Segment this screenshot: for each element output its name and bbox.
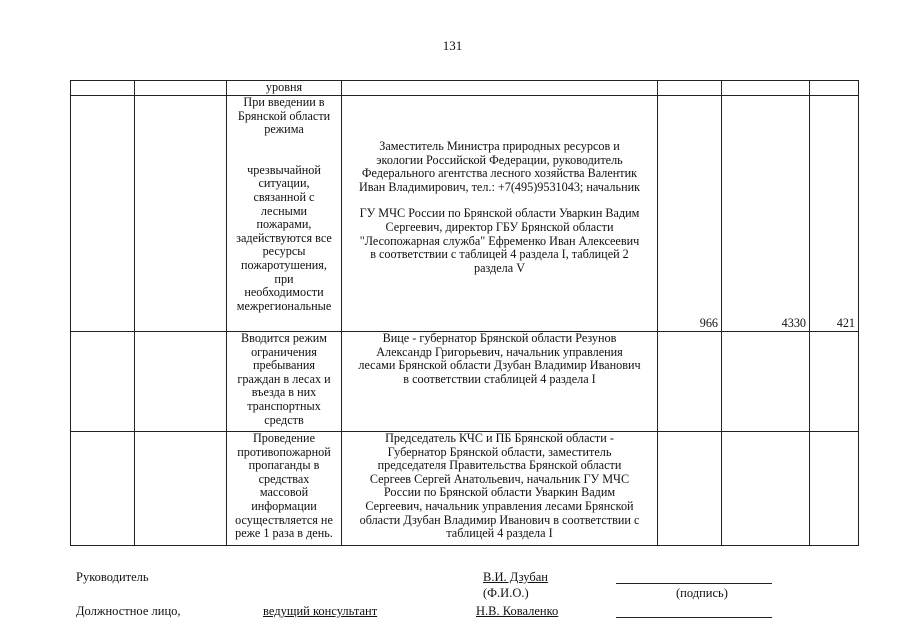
responsible-line: лесами Брянской области Дзубан Владимир Иванович [358,358,641,373]
responsible-line: Иван Владимирович, тел.: +7(495)9531043; начальник [358,179,641,194]
measure-line: пребывания [252,358,316,373]
cell-value-1 [658,432,722,546]
cell-number [71,81,135,96]
cell-subject [135,96,227,332]
table-row [71,81,859,96]
cell-value-1 [658,332,722,432]
cell-measure [227,81,342,96]
cell-value-1: 966 [658,96,722,332]
responsible-line: Федерального агентства лесного хозяйства Валентик [361,166,638,181]
official-position: ведущий консультант [263,604,378,618]
head-signature-line [616,583,772,584]
measure-line: противопожарной [237,444,331,459]
fire-measures-table [70,80,859,546]
cell-measure [227,432,342,546]
measure-line: массовой [259,485,309,500]
measure-line: режима [264,122,304,137]
responsible-line: "Лесопожарная служба" Ефременко Иван Алексеевич [359,233,640,248]
cell-responsible [342,432,658,546]
responsible-line: области Дзубан Владимир Иванович в соответствии с [359,512,640,527]
cell-value-2 [722,432,810,546]
responsible-line: в соответствии с таблицей 4 раздела I, таблицей 2 [370,247,629,262]
responsible-line: Сергеевич, директор ГБУ Брянской области [385,219,614,234]
responsible-line: Вице - губернатор Брянской области Резунов [382,331,617,345]
official-label: Должностное лицо, [76,604,181,618]
responsible-line: Сергеев Сергей Анатольевич, начальник ГУ МЧС [369,471,630,486]
measure-line: задействуются все [236,230,332,245]
cell-measure [227,332,342,432]
measure-line: ресурсы [262,244,306,259]
responsible-line: председателя Правительства Брянской области [377,458,622,473]
cell-responsible [342,81,658,96]
responsible-line: Александр Григорьевич, начальник управления [376,344,623,359]
responsible-line: экологии Российской Федерации, руководитель [376,152,623,167]
measure-line: необходимости [244,285,324,300]
measure-line: граждан в лесах и [237,371,331,386]
responsible-line: России по Брянской области Уваркин Вадим [383,485,616,500]
responsible-line: Сергеевич, начальник управления лесами Брянской [365,498,634,513]
measure-line: пожарами, [256,217,312,232]
responsible-line: в соответствии стаблицей 4 раздела I [403,371,596,386]
cell-value-2: 4330 [722,96,810,332]
official-signature-line [616,617,772,618]
cell-value-3 [810,432,859,546]
measure-line: Проведение [253,431,315,445]
cell-responsible [342,332,658,432]
responsible-line: Председатель КЧС и ПБ Брянской области - [385,431,614,445]
measure-line: уровня [265,80,303,94]
cell-value-3: 421 [810,96,859,332]
cell-responsible [342,96,658,332]
table-row [71,432,859,546]
measure-line: въезда в них [251,385,317,400]
measure-line: средствах [258,471,310,486]
measure-line: Вводится режим [241,331,327,345]
measure-line: при [274,271,294,286]
table-row [71,96,859,332]
measure-line: пропаганды в [248,458,320,473]
responsible-line: Заместитель Министра природных ресурсов и [379,139,620,153]
measure-line: реже 1 раза в день. [235,526,333,541]
cell-number [71,332,135,432]
head-label: Руководитель [76,570,149,584]
measure-line: осуществляется не [235,512,333,527]
cell-subject [135,432,227,546]
responsible-line: раздела V [473,260,526,275]
measure-line: лесными [260,203,308,218]
head-name: В.И. Дзубан [483,570,548,584]
measure-line: информации [251,498,317,513]
measure-line: пожаротушения, [241,257,327,272]
cell-value-2 [722,332,810,432]
cell-subject [135,332,227,432]
cell-number [71,96,135,332]
measure-line: ограничения [251,344,317,359]
cell-measure [227,96,342,332]
cell-subject [135,81,227,96]
measure-line: транспортных [247,398,321,413]
signature-label: (подпись) [676,586,728,600]
cell-value-3 [810,332,859,432]
responsible-line: ГУ МЧС России по Брянской области Уваркин Вадим [359,206,640,221]
fio-label: (Ф.И.О.) [483,586,529,600]
responsible-line: Губернатор Брянской области, заместитель [387,444,612,459]
measure-line: При введении в [243,95,325,109]
measure-line: Брянской области [237,108,331,123]
cell-number [71,432,135,546]
measure-line: ситуации, [258,176,310,191]
page-number: 131 [442,38,463,53]
measure-line: связанной с [253,189,315,204]
cell-value-1 [658,81,722,96]
cell-value-2 [722,81,810,96]
responsible-line: таблицей 4 раздела I [446,526,553,541]
measure-line: средств [264,412,304,427]
measure-line: чрезвычайной [247,162,321,177]
table-row [71,332,859,432]
official-name: Н.В. Коваленко [476,604,559,618]
cell-value-3 [810,81,859,96]
measure-line: межрегиональные [236,298,332,313]
